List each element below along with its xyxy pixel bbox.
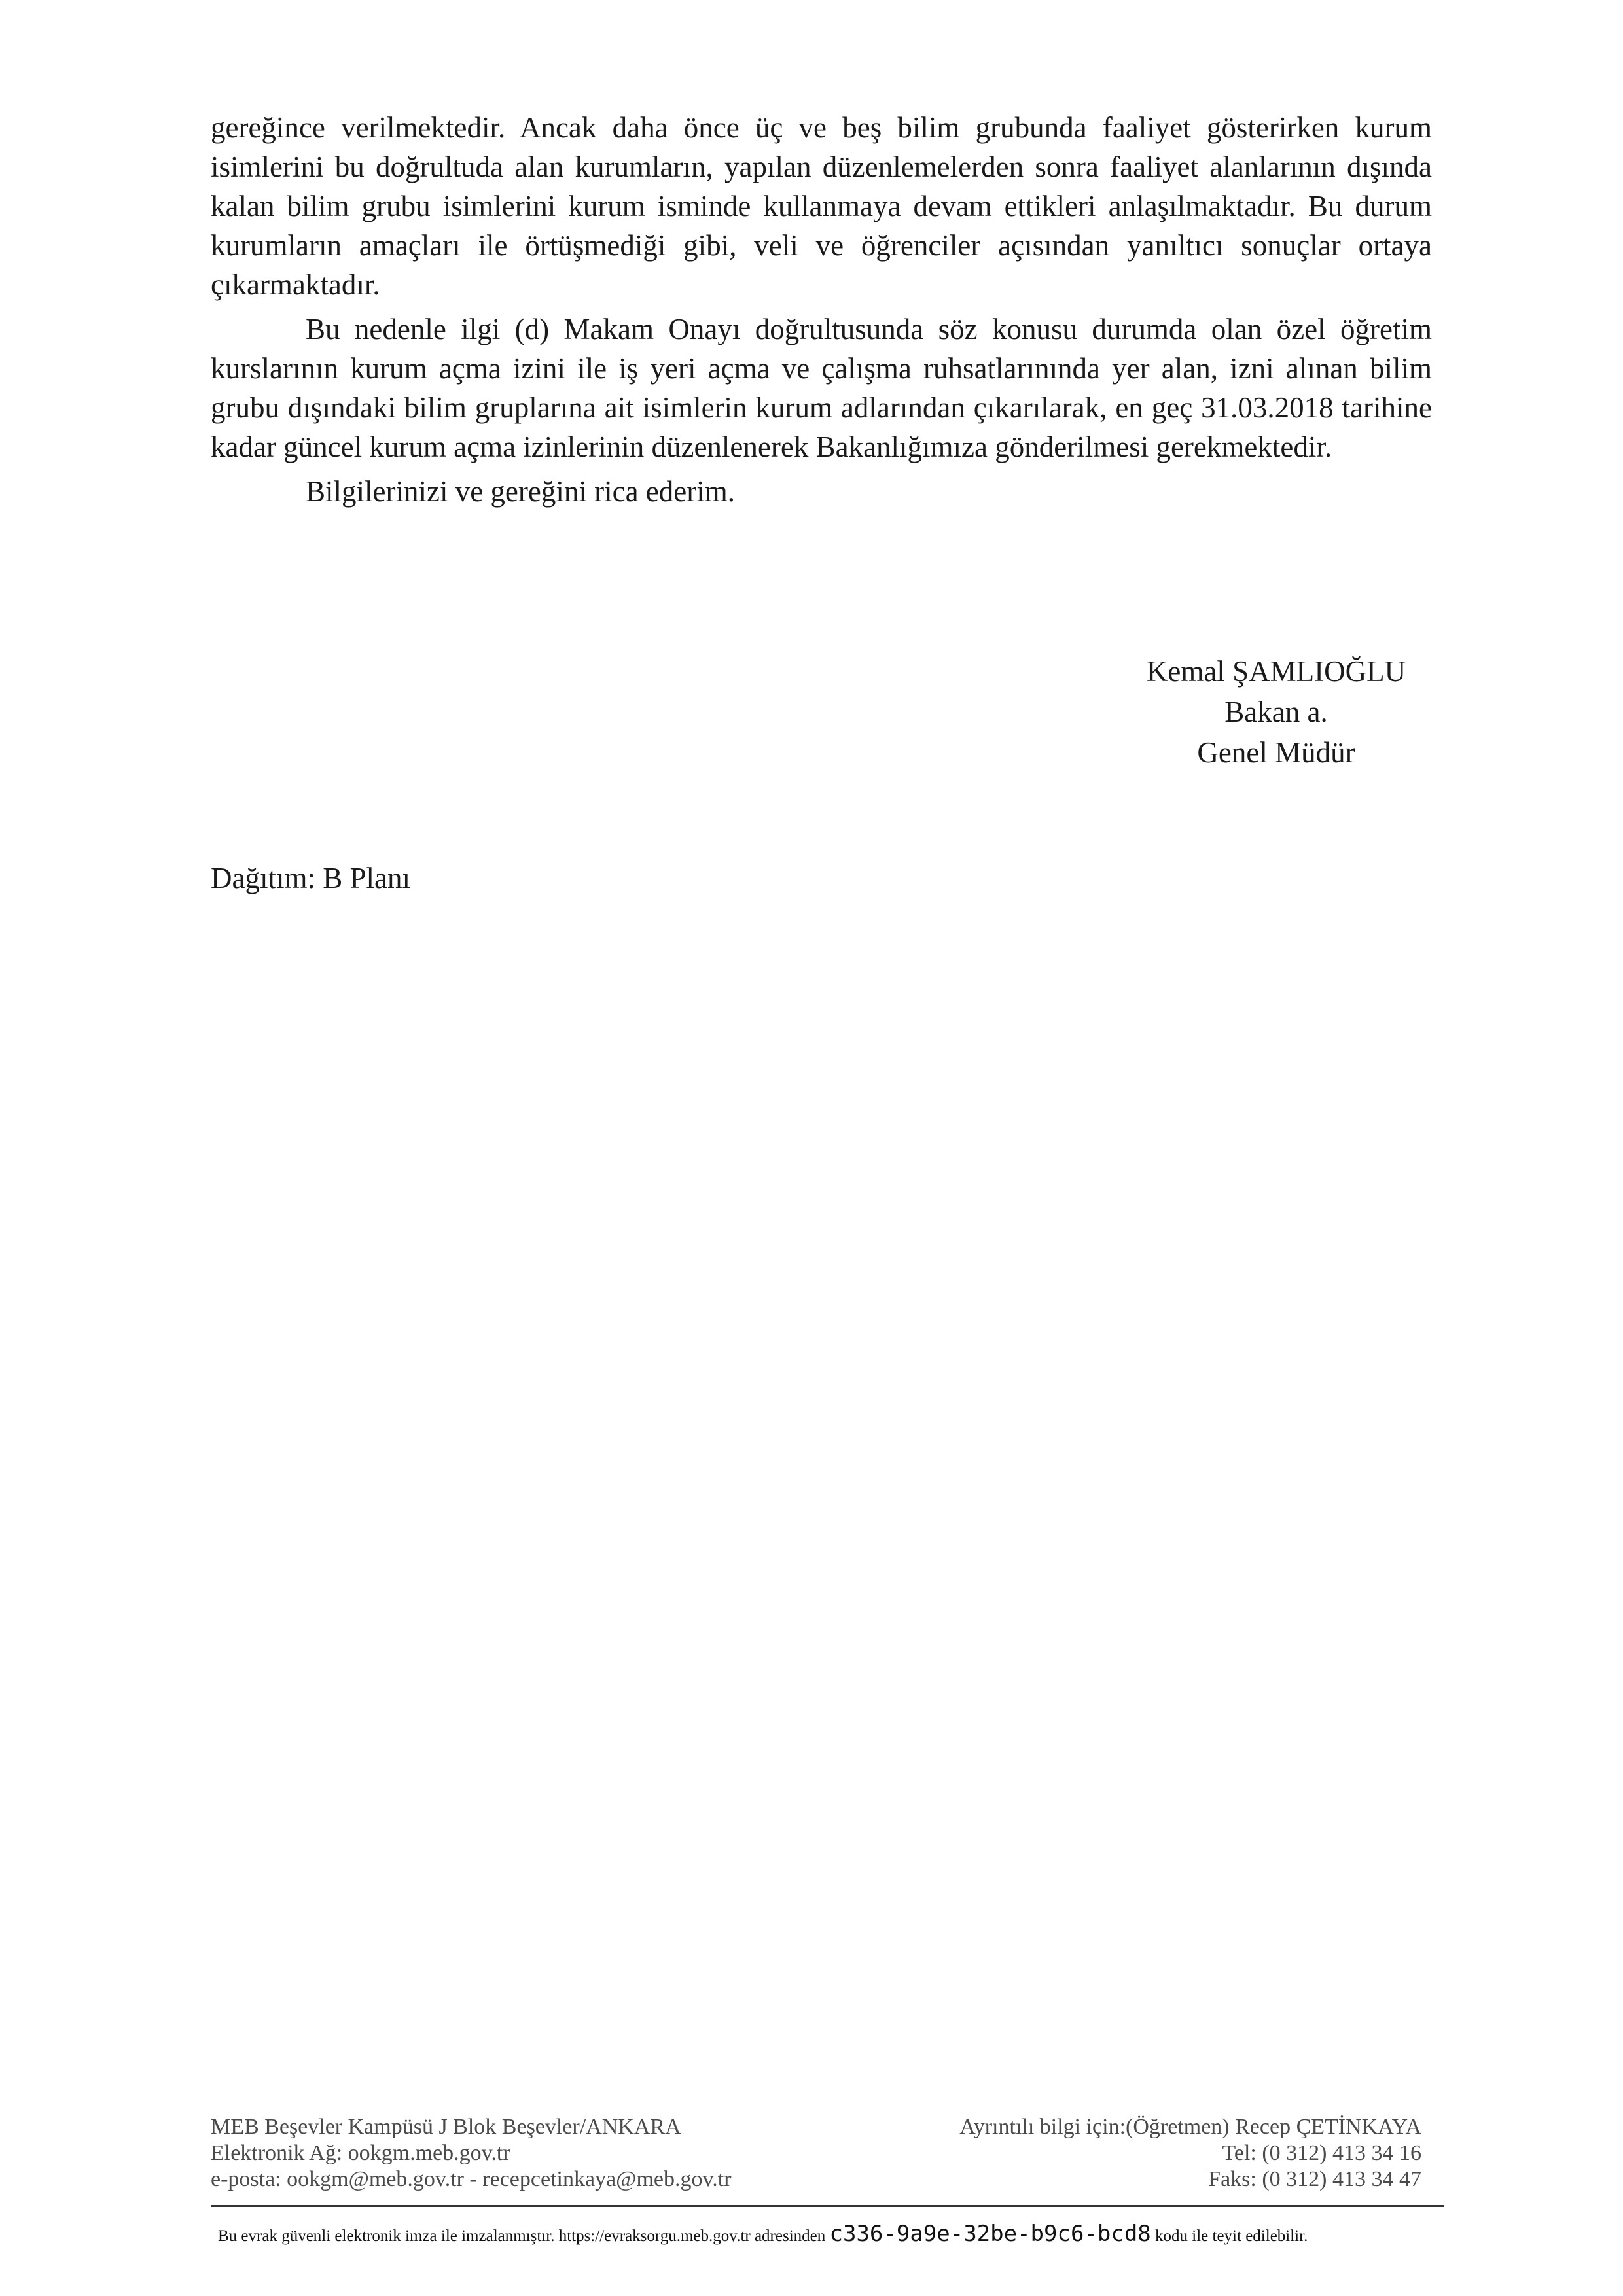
body-paragraph-2: Bu nedenle ilgi (d) Makam Onayı doğrultusunda söz konusu durumda olan özel öğretim kurslarının kurum açma izini ile iş yeri açma ve çalışma ruhsatlarınında yer alan, izni alınan bilim grubu dışındaki bilim gruplarına ait isimlerin kurum adlarından çıkarılarak, en geç 31.03.2018 tarihine kadar güncel kurum açma izinlerinin düzenlenerek Bakanlığımıza gönderilmesi gerekmektedir. — [211, 313, 1432, 463]
footer-address: MEB Beşevler Kampüsü J Blok Beşevler/ANKARA — [211, 2115, 681, 2139]
footer-network[interactable]: Elektronik Ağ: ookgm.meb.gov.tr — [211, 2141, 510, 2165]
signature-block — [1113, 651, 1440, 773]
footer-row-1 — [211, 2114, 1421, 2140]
footer-email[interactable]: e-posta: ookgm@meb.gov.tr - recepcetinkaya@meb.gov.tr — [211, 2167, 732, 2191]
letter-body — [211, 108, 1432, 516]
footer-row-2 — [211, 2140, 1421, 2166]
verification-line — [218, 2219, 1448, 2251]
signatory-name: Kemal ŞAMLIOĞLU — [1146, 655, 1406, 688]
signatory-title: Genel Müdür — [1197, 736, 1355, 769]
distribution-line: Dağıtım: B Planı — [211, 862, 411, 894]
signatory-authority: Bakan a. — [1224, 696, 1328, 728]
footer-divider — [211, 2205, 1444, 2207]
footer-contact-info — [211, 2114, 1421, 2193]
footer-contact-person: Ayrıntılı bilgi için:(Öğretmen) Recep ÇETİNKAYA — [959, 2115, 1421, 2139]
body-paragraph-closing: Bilgilerinizi ve gereğini rica ederim. — [306, 475, 735, 508]
body-paragraph-1: gereğince verilmektedir. Ancak daha önce üç ve beş bilim grubunda faaliyet gösterirken kurum isimlerini bu doğrultuda alan kurumların, yapılan düzenlemelerden sonra faaliyet alanlarının dışında kalan bilim grubu isimlerini kurum isminde kullanmaya devam ettikleri anlaşılmaktadır. Bu durum kurumların amaçları ile örtüşmediği gibi, veli ve öğrenciler açısından yanıltıcı sonuçlar ortaya çıkarmaktadır. — [211, 111, 1432, 301]
verification-suffix: kodu ile teyit edilebilir. — [1155, 2227, 1308, 2245]
verification-code: c336-9a9e-32be-b9c6-bcd8 — [829, 2221, 1151, 2247]
verification-prefix: Bu evrak güvenli elektronik imza ile imzalanmıştır. https://evraksorgu.meb.gov.tr adresinden — [218, 2227, 826, 2245]
footer-phone: Tel: (0 312) 413 34 16 — [1222, 2141, 1421, 2165]
footer-fax: Faks: (0 312) 413 34 47 — [1208, 2167, 1421, 2191]
footer-row-3 — [211, 2166, 1421, 2193]
